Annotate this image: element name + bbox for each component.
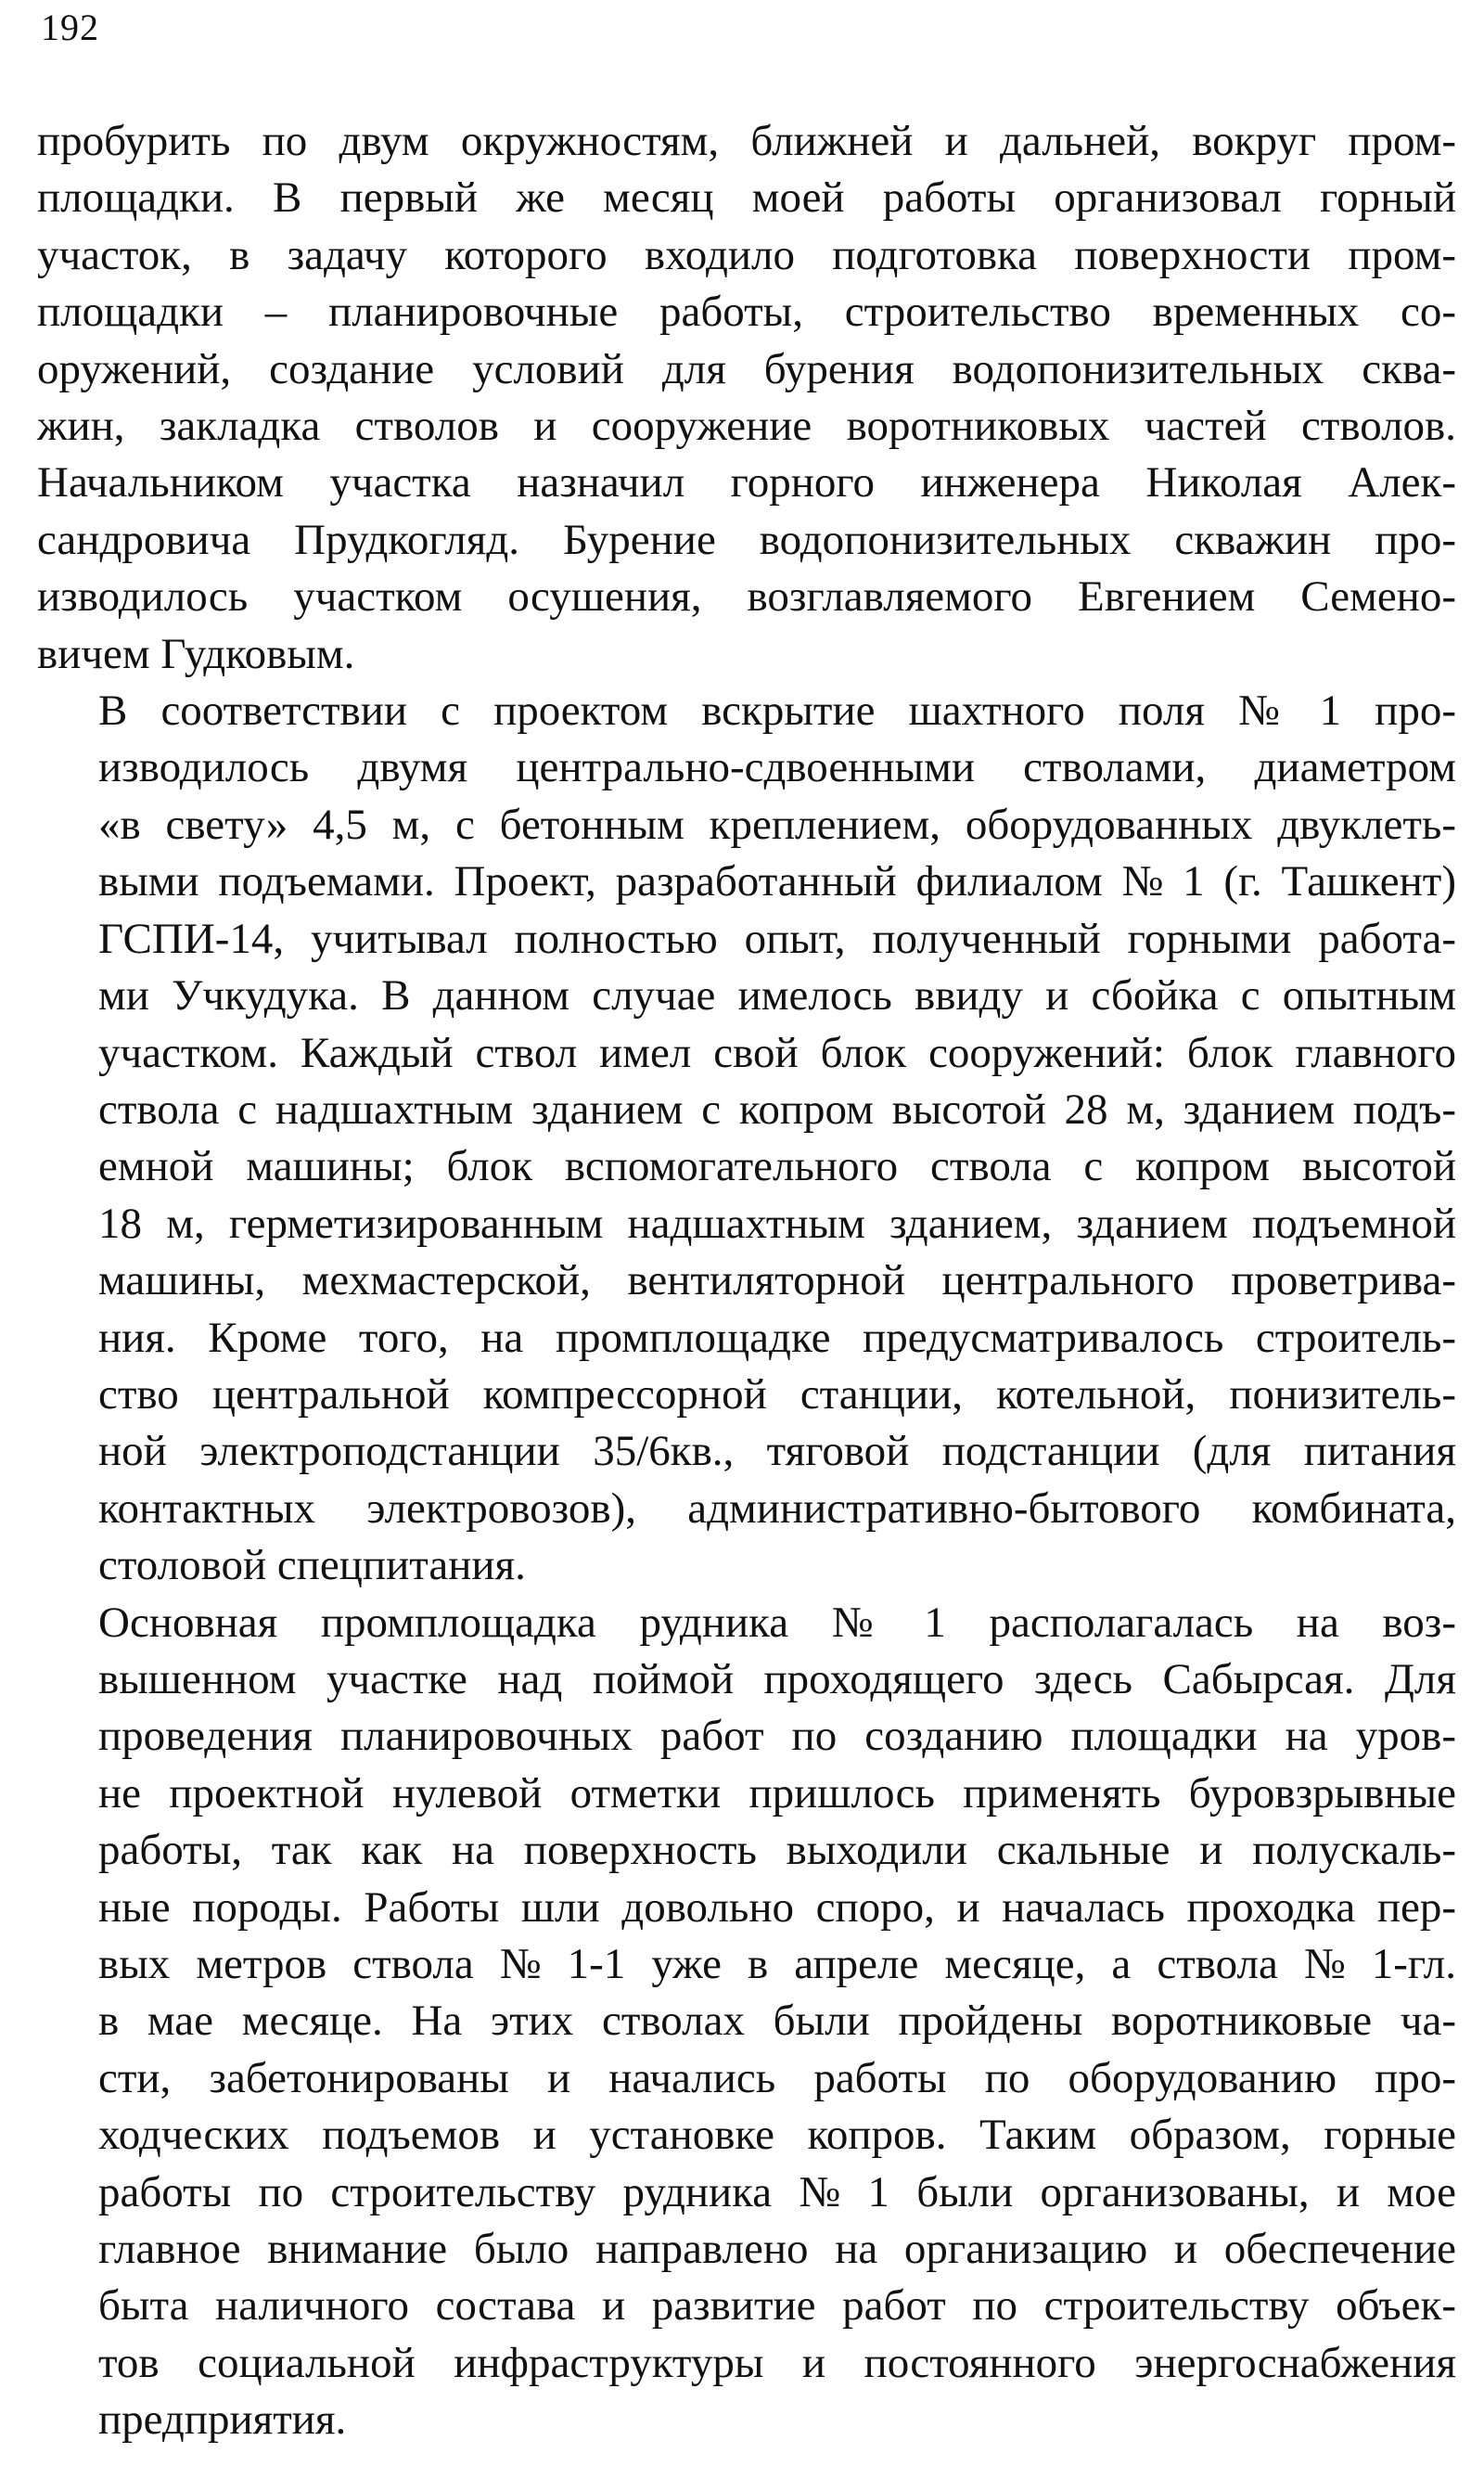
text-line: участок, в задачу которого входило подготовка поверхности пром-	[37, 230, 1456, 279]
paragraph-3	[37, 1595, 1456, 2449]
text-line: ходческих подъемов и установке копров. Таким образом, горные	[98, 2111, 1456, 2160]
text-line: ми Учкудука. В данном случае имелось ввиду и сбойка с опытным	[98, 971, 1456, 1021]
text-line: работы по строительству рудника № 1 были организованы, и мое	[98, 2167, 1456, 2216]
text-line: в мае месяце. На этих стволах были пройдены воротниковые ча-	[98, 1997, 1456, 2046]
text-line: сандровича Прудкогляд. Бурение водопонизительных скважин про-	[37, 515, 1456, 564]
text-line: ные породы. Работы шли довольно споро, и началась проходка пер-	[98, 1882, 1456, 1932]
text-line: изводилось участком осушения, возглавляемого Евгением Семено-	[37, 572, 1456, 622]
text-line: ГСПИ-14, учитывал полностью опыт, полученный горными работа-	[98, 914, 1456, 963]
paragraph-1	[37, 113, 1456, 683]
text-line: жин, закладка стволов и сооружение воротниковых частей стволов.	[37, 402, 1456, 451]
text-line: площадки – планировочные работы, строительство временных со-	[37, 288, 1456, 337]
body-text	[37, 113, 1456, 2449]
text-line: оружений, создание условий для бурения водопонизительных сква-	[37, 344, 1456, 393]
text-line: машины, мехмастерской, вентиляторной центрального проветрива-	[98, 1256, 1456, 1305]
paragraph-2	[37, 683, 1456, 1595]
text-line: Основная промплощадка рудника № 1 располагалась на воз-	[98, 1598, 1456, 1647]
text-line: ство центральной компрессорной станции, котельной, понизитель-	[98, 1369, 1456, 1419]
text-line: Начальником участка назначил горного инженера Николая Алек-	[37, 458, 1456, 507]
text-line: вых метров ствола № 1-1 уже в апреле месяце, а ствола № 1-гл.	[98, 1940, 1456, 1988]
text-line: В соответствии с проектом вскрытие шахтного поля № 1 про-	[98, 687, 1456, 736]
text-line: контактных электровозов), административно-бытового комбината,	[98, 1483, 1456, 1533]
text-line: не проектной нулевой отметки пришлось применять буровзрывные	[98, 1768, 1456, 1817]
text-line: работы, так как на поверхность выходили скальные и полускаль-	[98, 1826, 1456, 1875]
text-line: участком. Каждый ствол имел свой блок сооружений: блок главного	[98, 1028, 1456, 1077]
text-line: пробурить по двум окружностям, ближней и дальней, вокруг пром-	[37, 117, 1456, 165]
text-line: тов социальной инфраструктуры и постоянного энергоснабжения	[98, 2338, 1456, 2387]
text-line: ствола с надшахтным зданием с копром высотой 28 м, зданием подъ-	[98, 1085, 1456, 1134]
text-line: ния. Кроме того, на промплощадке предусматривалось строитель-	[98, 1313, 1456, 1362]
text-line: столовой спецпитания.	[98, 1541, 526, 1590]
text-line: главное внимание было направлено на организацию и обеспечение	[98, 2225, 1456, 2274]
text-line: выми подъемами. Проект, разработанный филиалом № 1 (г. Ташкент)	[98, 857, 1456, 906]
page-number: 192	[41, 6, 99, 48]
text-line: емной машины; блок вспомогательного ствола с копром высотой	[98, 1142, 1456, 1191]
text-line: сти, забетонированы и начались работы по оборудованию про-	[98, 2053, 1456, 2102]
text-line: площадки. В первый же месяц моей работы организовал горный	[37, 173, 1456, 223]
text-line: быта наличного состава и развитие работ по строительству объек-	[98, 2281, 1456, 2331]
text-line: ной электроподстанции 35/6кв., тяговой подстанции (для питания	[98, 1427, 1456, 1476]
text-line: «в свету» 4,5 м, с бетонным креплением, оборудованных двуклеть-	[98, 800, 1456, 849]
text-line: вичем Гудковым.	[37, 629, 355, 678]
text-line: проведения планировочных работ по созданию площадки на уров-	[98, 1712, 1456, 1761]
text-line: 18 м, герметизированным надшахтным зданием, зданием подъемной	[98, 1199, 1456, 1248]
text-line: вышенном участке над поймой проходящего здесь Сабырсая. Для	[98, 1654, 1456, 1703]
text-line: предприятия.	[98, 2395, 347, 2445]
text-line: изводилось двумя центрально-сдвоенными стволами, диаметром	[98, 743, 1456, 792]
